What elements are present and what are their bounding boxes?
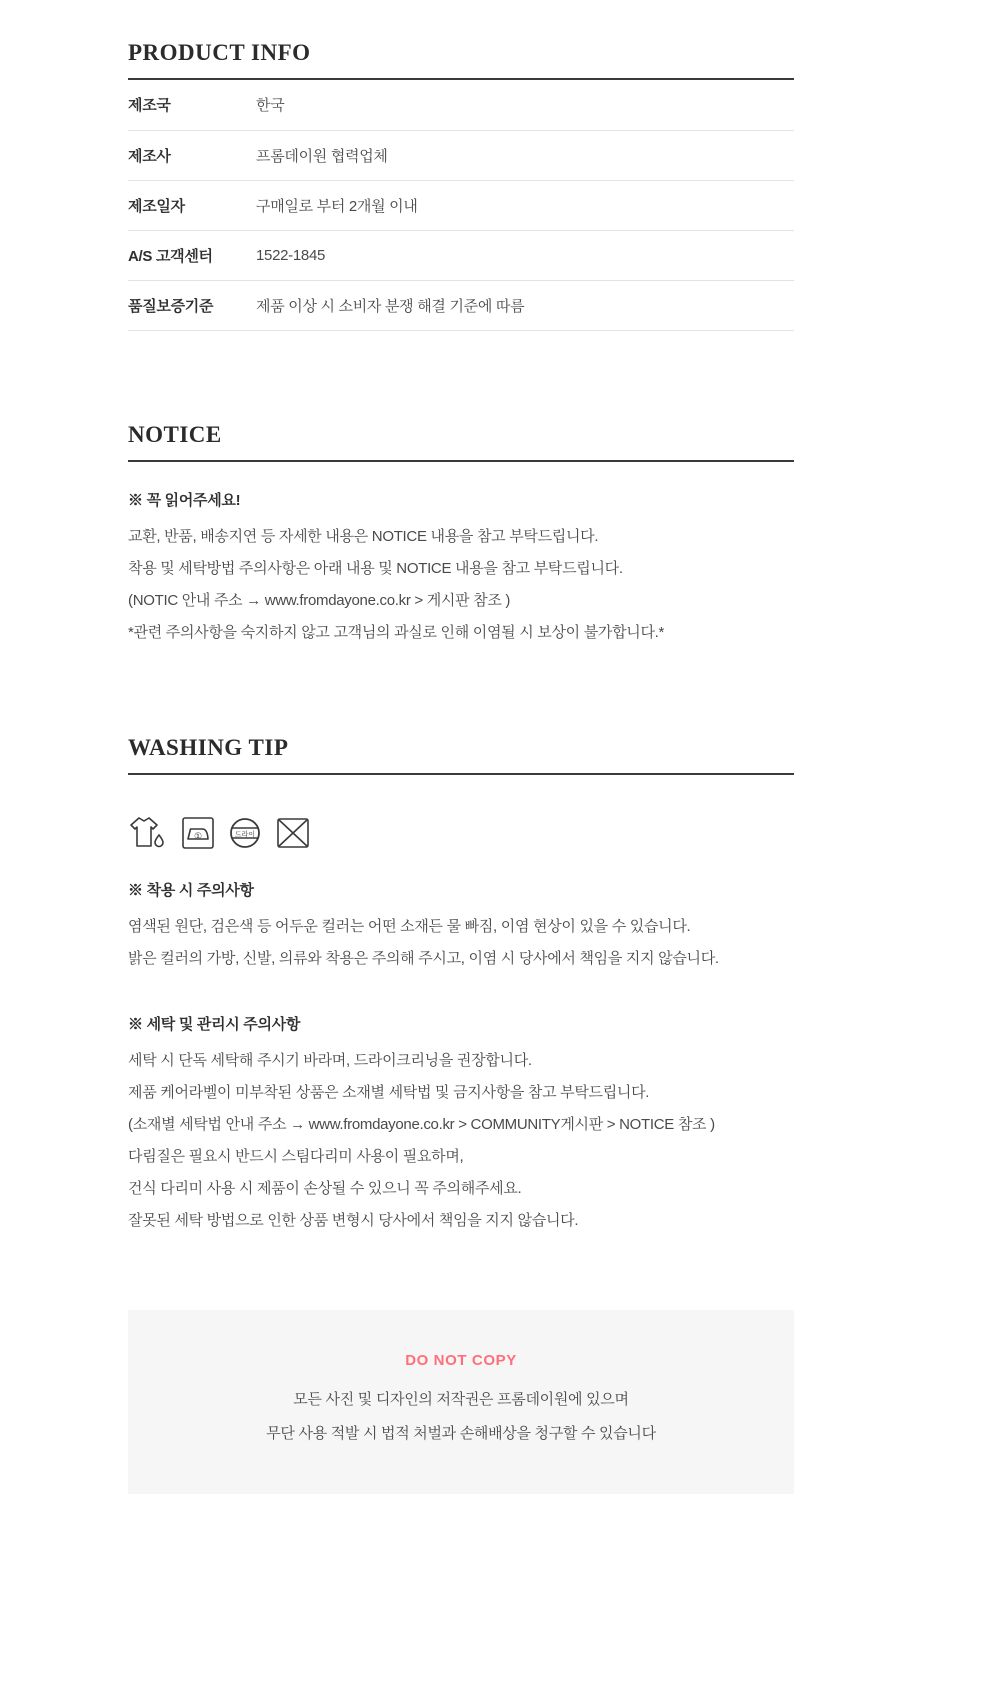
info-label: 제조국 — [128, 80, 256, 130]
info-value: 구매일로 부터 2개월 이내 — [256, 180, 794, 230]
info-label: 품질보증기준 — [128, 280, 256, 330]
care-caution-block — [128, 1013, 794, 1237]
care-caution-line: 잘못된 세탁 방법으로 인한 상품 변형시 당사에서 책임을 지지 않습니다. — [128, 1212, 579, 1229]
info-value: 1522-1845 — [256, 230, 794, 280]
table-row — [128, 280, 794, 330]
copyright-line: 모든 사진 및 디자인의 저작권은 프롬데이원에 있으며 — [293, 1391, 629, 1408]
care-symbol-row — [128, 801, 794, 849]
notice-divider — [128, 460, 794, 462]
info-value: 프롬데이원 협력업체 — [256, 130, 794, 180]
dry-clean-icon — [228, 817, 262, 849]
product-info-heading: PRODUCT INFO — [128, 40, 311, 65]
wear-caution-lead: ※ 착용 시 주의사항 — [128, 882, 254, 899]
svg-text:①: ① — [193, 831, 203, 841]
care-caution-line: 건식 다리미 사용 시 제품이 손상될 수 있으니 꼭 주의해주세요. — [128, 1180, 522, 1197]
notice-line: (NOTIC 안내 주소 → www.fromdayone.co.kr > 게시판 참조 ) — [128, 592, 511, 609]
notice-heading: NOTICE — [128, 422, 222, 447]
info-label: 제조일자 — [128, 180, 256, 230]
care-caution-line: (소재별 세탁법 안내 주소 → www.fromdayone.co.kr > COMMUNITY게시판 > NOTICE 참조 ) — [128, 1116, 715, 1133]
notice-lead: ※ 꼭 읽어주세요! — [128, 492, 241, 509]
notice-line: *관련 주의사항을 숙지하지 않고 고객님의 과실로 인해 이염될 시 보상이 불가합니다.* — [128, 624, 665, 641]
care-caution-line: 다림질은 필요시 반드시 스팀다리미 사용이 필요하며, — [128, 1148, 464, 1165]
iron-low-heat-icon — [182, 817, 214, 849]
care-caution-lead: ※ 세탁 및 관리시 주의사항 — [128, 1016, 301, 1033]
wear-caution-line: 염색된 원단, 검은색 등 어두운 컬러는 어떤 소재든 물 빠짐, 이염 현상이 있을 수 있습니다. — [128, 918, 691, 935]
copyright-notice-box — [128, 1310, 794, 1494]
table-row — [128, 130, 794, 180]
washing-tip-divider — [128, 773, 794, 775]
no-tumble-dry-icon — [276, 817, 310, 849]
wear-caution-block — [128, 879, 794, 975]
info-value: 제품 이상 시 소비자 분쟁 해결 기준에 따름 — [256, 280, 794, 330]
washing-tip-heading: WASHING TIP — [128, 735, 289, 760]
do-not-copy-title: DO NOT COPY — [405, 1352, 517, 1369]
notice-section — [128, 422, 794, 649]
table-row — [128, 180, 794, 230]
info-label: 제조사 — [128, 130, 256, 180]
table-row — [128, 80, 794, 130]
info-value: 한국 — [256, 80, 794, 130]
svg-text:드라이: 드라이 — [234, 831, 256, 839]
copyright-line: 무단 사용 적발 시 법적 처벌과 손해배상을 청구할 수 있습니다 — [266, 1425, 656, 1442]
care-caution-line: 제품 케어라벨이 미부착된 상품은 소재별 세탁법 및 금지사항을 참고 부탁드립니다. — [128, 1084, 650, 1101]
care-caution-line: 세탁 시 단독 세탁해 주시기 바라며, 드라이크리닝을 권장합니다. — [128, 1052, 532, 1069]
wear-caution-line: 밝은 컬러의 가방, 신발, 의류와 착용은 주의해 주시고, 이염 시 당사에서 책임을 지지 않습니다. — [128, 950, 719, 967]
table-row — [128, 230, 794, 280]
info-label: A/S 고객센터 — [128, 230, 256, 280]
product-info-table — [128, 80, 794, 331]
washing-tip-section — [128, 735, 794, 1237]
product-info-section — [128, 40, 794, 331]
hand-wash-icon — [128, 815, 168, 849]
copyright-lines — [128, 1383, 794, 1451]
notice-line: 착용 및 세탁방법 주의사항은 아래 내용 및 NOTICE 내용을 참고 부탁드립니다. — [128, 560, 623, 577]
notice-line: 교환, 반품, 배송지연 등 자세한 내용은 NOTICE 내용을 참고 부탁드립니다. — [128, 528, 599, 545]
notice-body — [128, 489, 794, 649]
